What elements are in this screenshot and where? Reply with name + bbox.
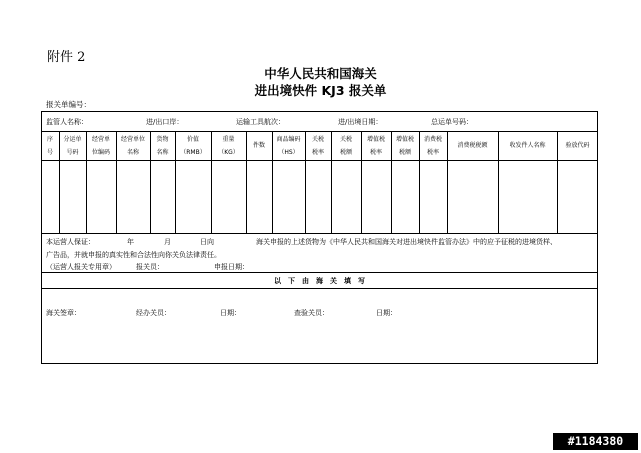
column-header xyxy=(447,139,498,152)
row-divider xyxy=(41,288,598,289)
guarantee-text-line1: 海关申报的上述货物为《中华人民共和国海关对进出境快件监管办法》中的应予征税的进境货样、 xyxy=(256,238,557,246)
inspection-officer-label: 查验关员： xyxy=(294,309,329,317)
column-header xyxy=(272,133,305,159)
column-header-line: （HS） xyxy=(278,149,299,156)
column-header-line: 增值税 xyxy=(366,136,385,143)
operator-name-label: 监管人名称： xyxy=(46,118,88,126)
column-header xyxy=(246,139,272,152)
guarantee-text-line2: 广告品，并就申报的真实性和合法性向你关负法律责任。 xyxy=(46,251,221,259)
column-header-line: 税额 xyxy=(398,149,411,156)
column-header xyxy=(59,133,86,159)
column-header-line: 税率 xyxy=(426,149,439,156)
row-divider xyxy=(41,131,598,132)
column-header-line: 验放代码 xyxy=(565,142,590,149)
column-header xyxy=(41,133,59,159)
column-header-line: 消费税税额 xyxy=(457,142,488,149)
column-header xyxy=(557,139,598,152)
column-header xyxy=(305,133,331,159)
column-header-line: 名称 xyxy=(126,149,139,156)
column-header xyxy=(498,139,557,152)
guarantee-lead: 本运营人保证： xyxy=(46,238,95,246)
column-header-line: 分运单 xyxy=(63,136,82,143)
column-header-line: 名称 xyxy=(156,149,169,156)
column-header-line: 收发件人名称 xyxy=(509,142,546,149)
column-header-line: 位编码 xyxy=(91,149,110,156)
column-header-line: 税率 xyxy=(369,149,382,156)
column-header-line: 税率 xyxy=(311,149,324,156)
column-header xyxy=(150,133,175,159)
document-title-line2: 进出境快件 KJ3 报关单 xyxy=(254,83,387,98)
column-header xyxy=(391,133,419,159)
port-label: 进/出口岸： xyxy=(146,118,184,126)
column-header-line: 经营单位 xyxy=(120,136,145,143)
column-header xyxy=(361,133,391,159)
date-label-1: 日期： xyxy=(220,309,241,317)
declarant-label: 报关员： xyxy=(136,263,164,271)
column-header xyxy=(175,133,211,159)
column-header-line: 经营单 xyxy=(91,136,110,143)
document-title-line1: 中华人民共和国海关 xyxy=(264,66,377,81)
column-header xyxy=(419,133,447,159)
column-header-line: 消费税 xyxy=(423,136,442,143)
guarantee-year: 年 xyxy=(127,238,134,246)
column-header xyxy=(116,133,150,159)
column-header-line: 重量 xyxy=(222,136,235,143)
guarantee-month: 月 xyxy=(164,238,171,246)
column-header-line: 货物 xyxy=(156,136,169,143)
form-number-label: 报关单编号： xyxy=(46,100,91,109)
column-header-line: 关税 xyxy=(339,136,352,143)
transport-voyage-label: 运输工具航次： xyxy=(236,118,285,126)
date-label-2: 日期： xyxy=(376,309,397,317)
column-header-line: 关税 xyxy=(311,136,324,143)
column-header-line: 件数 xyxy=(252,142,265,149)
handling-officer-label: 经办关员： xyxy=(136,309,171,317)
guarantee-day: 日向 xyxy=(200,238,214,246)
column-header-line: 商品编码 xyxy=(276,136,301,143)
row-divider xyxy=(41,233,598,234)
row-divider xyxy=(41,160,598,161)
master-waybill-label: 总运单号码： xyxy=(431,118,473,126)
customs-section-heading: 以 下 由 海 关 填 写 xyxy=(274,277,365,285)
column-header-line: 价值 xyxy=(186,136,199,143)
entry-exit-date-label: 进/出境日期： xyxy=(338,118,383,126)
attachment-label: 附件 2 xyxy=(47,50,86,65)
column-header-line: （RMB） xyxy=(180,149,206,156)
declaration-date-label: 申报日期： xyxy=(214,263,249,271)
column-header-line: 增值税 xyxy=(395,136,414,143)
column-header xyxy=(86,133,116,159)
column-header-line: 号码 xyxy=(66,149,79,156)
column-header xyxy=(211,133,246,159)
watermark-id: #1184380 xyxy=(553,433,638,450)
column-header-line: 序 xyxy=(46,136,53,143)
customs-seal-label: 海关签章： xyxy=(46,309,81,317)
column-header xyxy=(331,133,361,159)
row-divider xyxy=(41,272,598,273)
column-header-line: 号 xyxy=(46,149,53,156)
column-header-line: 税额 xyxy=(339,149,352,156)
operator-seal-label: （运营人报关专用章） xyxy=(46,263,116,271)
column-header-line: （KG） xyxy=(218,149,239,156)
